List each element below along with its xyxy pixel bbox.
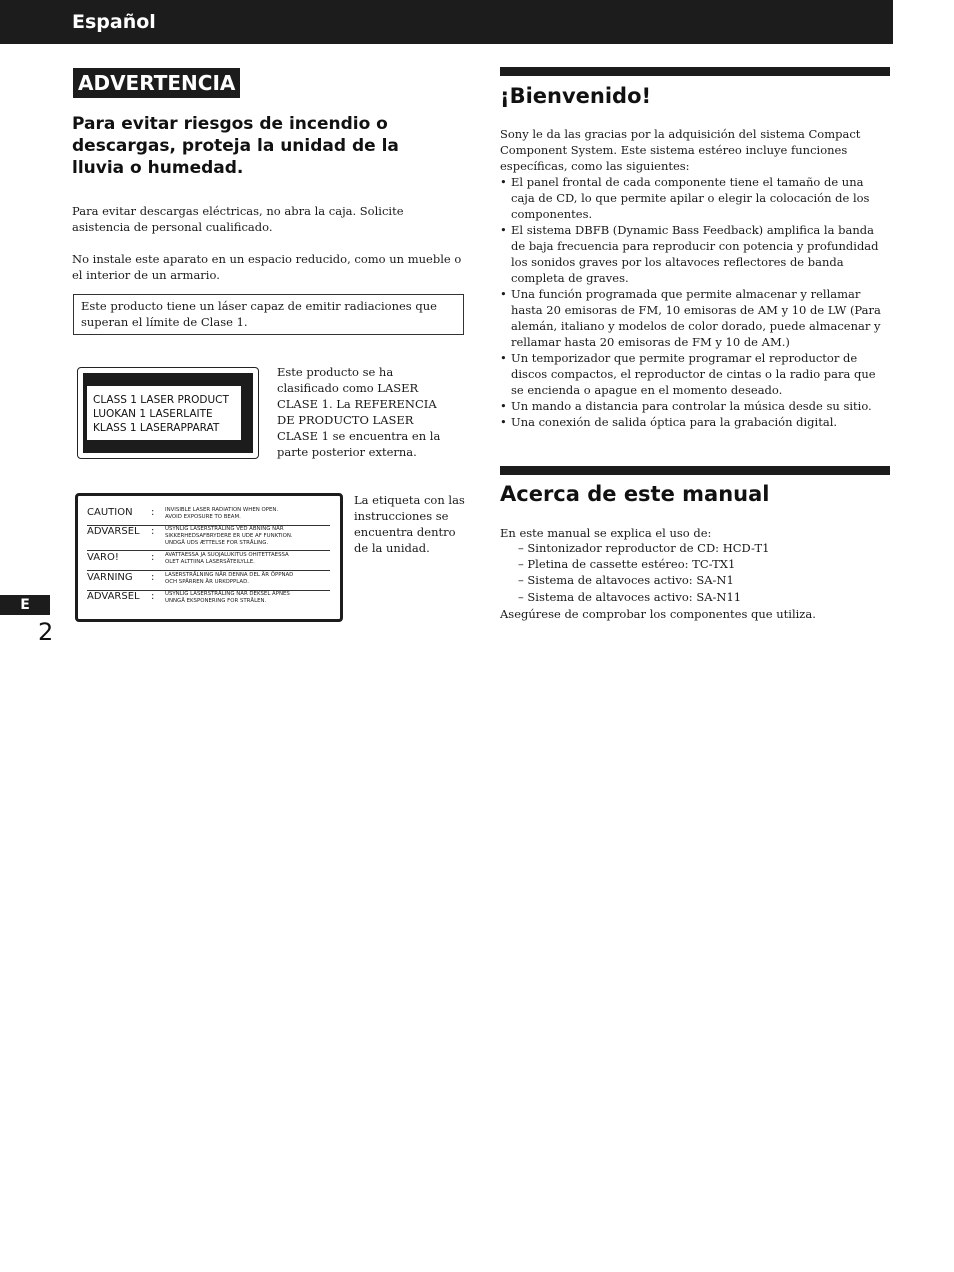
- page-number: 2: [38, 618, 54, 646]
- component-list-item: – Pletina de cassette estéreo: TC-TX1: [518, 556, 769, 572]
- section-letter-tab: E: [0, 595, 50, 615]
- caution-description: La etiqueta con las instrucciones se encuentra dentro de la unidad.: [354, 493, 465, 555]
- bienvenido-intro: Sony le da las gracias por la adquisición del sistema Compact Component System. Este sistema estéreo incluye funciones específicas, como las siguientes:: [500, 127, 861, 173]
- caution-warning-text: [165, 507, 327, 521]
- caution-warning-line: AVATTAESSA JA SUOJALUKITUS OHITETTAESSA: [165, 552, 289, 558]
- caution-colon: :: [151, 526, 155, 537]
- feature-list-item: • Una conexión de salida óptica para la grabación digital.: [500, 414, 890, 430]
- language-label: Español: [72, 11, 156, 33]
- caution-colon: :: [151, 507, 155, 518]
- class1-description: Este producto se ha clasificado como LASER CLASE 1. La REFERENCIA DE PRODUCTO LASER CLASE 1 se encuentra en la parte posterior externa.: [277, 365, 441, 459]
- feature-list-item: • El sistema DBFB (Dynamic Bass Feedback) amplifica la banda de baja frecuencia para reproducir con potencia y profundidad los sonidos graves por los altavoces reflectores de banda completa de graves.: [500, 222, 890, 286]
- shock-warning-paragraph: Para evitar descargas eléctricas, no abra la caja. Solicite asistencia de personal cualificado.: [72, 204, 404, 234]
- bienvenido-heading: ¡Bienvenido!: [500, 84, 652, 108]
- acerca-closing: Asegúrese de comprobar los componentes que utiliza.: [500, 607, 816, 621]
- caution-language-label: VARO!: [87, 552, 119, 563]
- warning-subheading: Para evitar riesgos de incendio o descargas, proteja la unidad de la lluvia o humedad.: [72, 114, 399, 178]
- class1-laser-label: [77, 367, 259, 459]
- caution-language-label: CAUTION: [87, 507, 133, 518]
- feature-list-item: • Un mando a distancia para controlar la música desde su sitio.: [500, 398, 890, 414]
- component-list-item: – Sistema de altavoces activo: SA-N11: [518, 589, 769, 605]
- components-list: [518, 540, 769, 605]
- installation-warning-paragraph: No instale este aparato en un espacio reducido, como un mueble o el interior de un armario.: [72, 252, 462, 282]
- caution-warning-text: [165, 526, 327, 547]
- caution-warning-text: [165, 591, 327, 605]
- feature-list-item: • El panel frontal de cada componente tiene el tamaño de una caja de CD, lo que permite apilar o elegir la colocación de los componentes.: [500, 174, 890, 222]
- caution-warning-line: LASERSTRÅLNING NÄR DENNA DEL ÄR ÖPPNAD: [165, 572, 294, 578]
- caution-warning-line: INVISIBLE LASER RADIATION WHEN OPEN.: [165, 507, 279, 513]
- acerca-heading: Acerca de este manual: [500, 482, 770, 506]
- caution-language-label: VARNING: [87, 572, 133, 583]
- caution-row: [87, 552, 330, 571]
- acerca-intro: En este manual se explica el uso de:: [500, 526, 712, 540]
- class1-label-line: LUOKAN 1 LASERLAITE: [93, 408, 213, 420]
- caution-label: [75, 493, 343, 622]
- caution-warning-line: AVOID EXPOSURE TO BEAM.: [165, 514, 241, 520]
- caution-colon: :: [151, 552, 155, 563]
- caution-warning-text: [165, 572, 327, 586]
- acerca-rule: [500, 466, 890, 475]
- caution-warning-line: UNNGÅ EKSPONERING FOR STRÅLEN.: [165, 598, 267, 604]
- caution-row: [87, 591, 330, 609]
- caution-colon: :: [151, 591, 155, 602]
- feature-list-item: • Un temporizador que permite programar el reproductor de discos compactos, el reproductor de cintas o la radio para que se encienda o apague en el momento deseado.: [500, 350, 890, 398]
- caution-row: [87, 526, 330, 551]
- feature-list-item: • Una función programada que permite almacenar y rellamar hasta 20 emisoras de FM, 10 emisoras de AM y 10 de LW (Para alemán, italiano y modelos de color dorado, puede almacenar y rellamar hasta 20 emisoras de FM y 10 de AM.): [500, 286, 890, 350]
- caution-row: [87, 572, 330, 591]
- component-list-item: – Sistema de altavoces activo: SA-N1: [518, 572, 769, 588]
- features-list: [500, 174, 890, 430]
- header-bar: [0, 0, 893, 44]
- component-list-item: – Sintonizador reproductor de CD: HCD-T1: [518, 540, 769, 556]
- caution-language-label: ADVARSEL: [87, 591, 140, 602]
- class1-label-line: KLASS 1 LASERAPPARAT: [93, 422, 220, 434]
- class1-label-line: CLASS 1 LASER PRODUCT: [93, 394, 229, 406]
- caution-warning-line: USYNLIG LASERSTRÅLING VED ÅBNING NÅR: [165, 526, 284, 532]
- caution-warning-line: SIKKERHEDSAFBRYDERE ER UDE AF FUNKTION.: [165, 533, 293, 539]
- caution-warning-text: [165, 552, 327, 566]
- caution-warning-line: USYNLIG LASERSTRÅLING NÅR DEKSEL ÅPNES: [165, 591, 290, 597]
- caution-warning-line: OLET ALTTIINA LASERSÄTEILYLLE.: [165, 559, 255, 565]
- bienvenido-rule: [500, 67, 890, 76]
- caution-language-label: ADVARSEL: [87, 526, 140, 537]
- caution-row: [87, 507, 330, 526]
- advertencia-heading: ADVERTENCIA: [73, 68, 240, 98]
- caution-warning-line: UNDGÅ UDS ÆTTELSE FOR STRÅLING.: [165, 540, 269, 546]
- caution-colon: :: [151, 572, 155, 583]
- caution-warning-line: OCH SPÄRREN ÄR URKOPPLAD.: [165, 579, 249, 585]
- laser-notice-box: Este producto tiene un láser capaz de emitir radiaciones que superan el límite de Clase 1.: [73, 294, 464, 335]
